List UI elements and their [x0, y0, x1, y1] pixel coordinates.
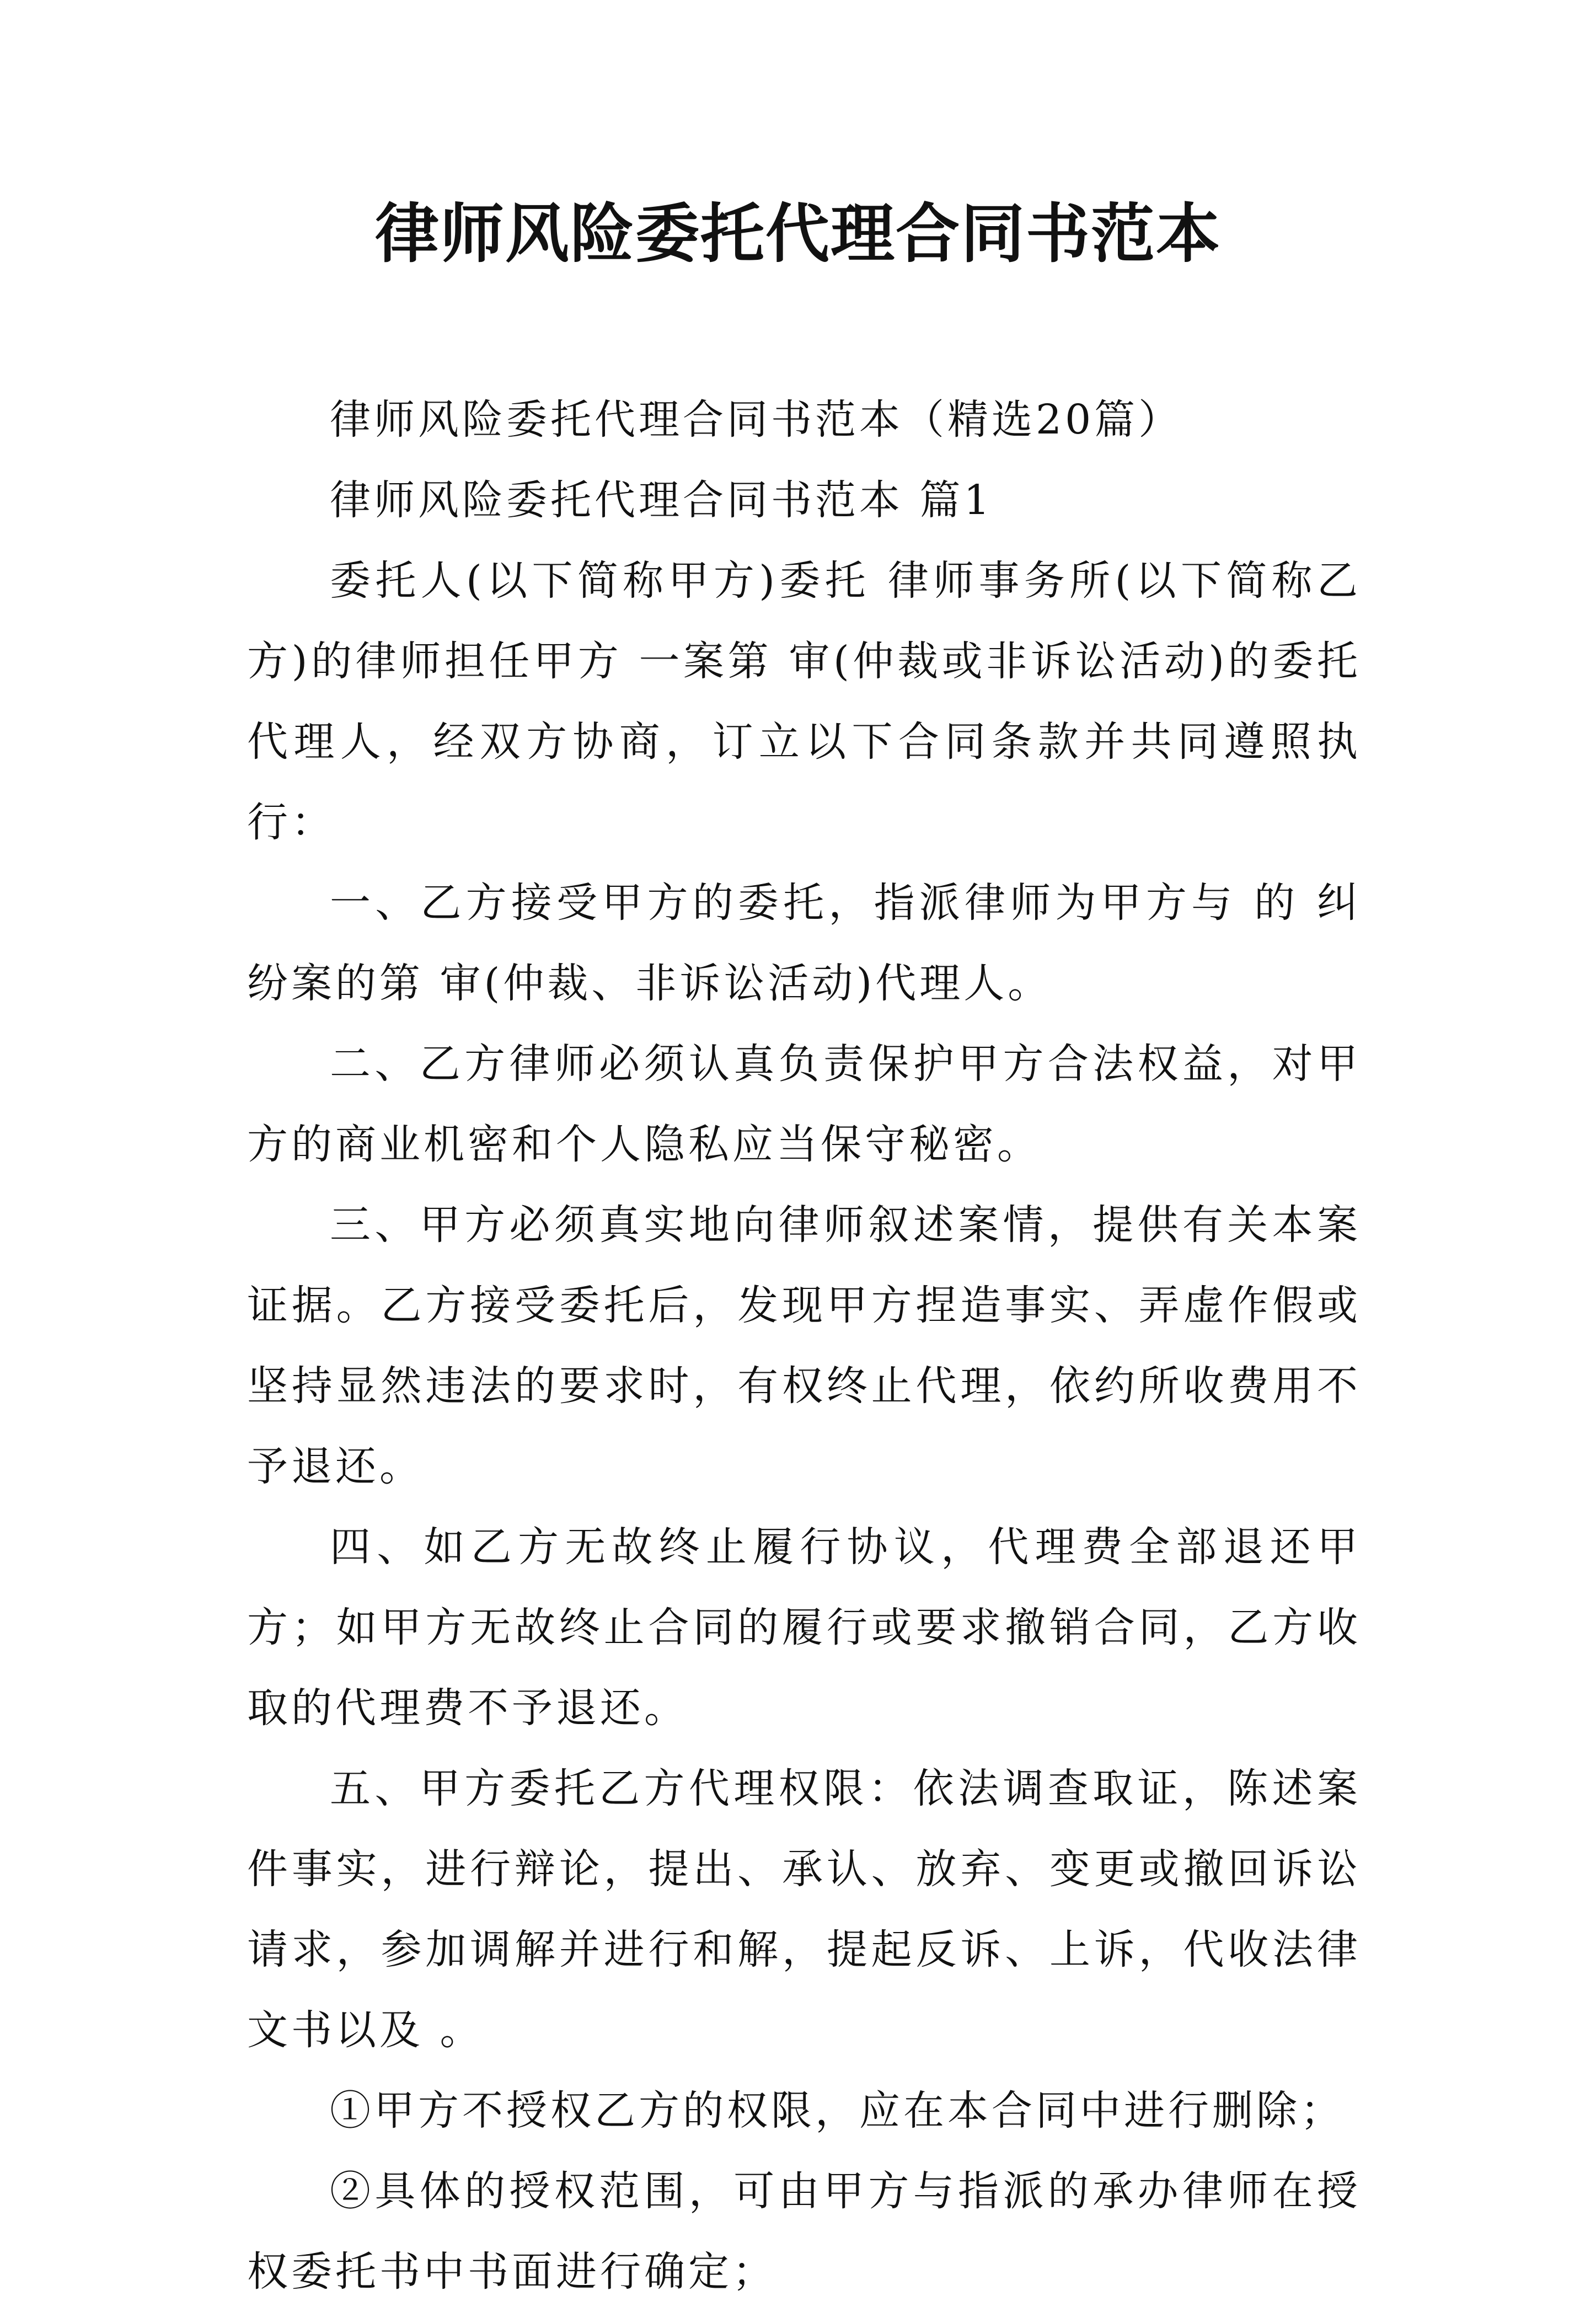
document-body [247, 379, 1361, 2312]
paragraph-clause-2: 二、乙方律师必须认真负责保护甲方合法权益，对甲方的商业机密和个人隐私应当保守秘密。 [247, 1040, 1361, 1168]
paragraph-note-2: ②具体的授权范围，可由甲方与指派的承办律师在授权委托书中书面进行确定； [247, 2168, 1361, 2295]
paragraph-note-1: ①甲方不授权乙方的权限，应在本合同中进行删除； [330, 2087, 1345, 2134]
paragraph-clause-3: 三、甲方必须真实地向律师叙述案情，提供有关本案证据。乙方接受委托后，发现甲方捏造事实、弄虚作假或坚持显然违法的要求时，有权终止代理，依约所收费用不予退还。 [247, 1201, 1361, 1490]
document-subtitle: 律师风险委托代理合同书范本（精选20篇） [330, 396, 1183, 443]
paragraph-clause-4: 四、如乙方无故终止履行协议，代理费全部退还甲方；如甲方无故终止合同的履行或要求撤销合同，乙方收取的代理费不予退还。 [247, 1523, 1361, 1732]
paragraph-clause-5: 五、甲方委托乙方代理权限：依法调查取证，陈述案件事实，进行辩论，提出、承认、放弃、变更或撤回诉讼请求，参加调解并进行和解，提起反诉、上诉，代收法律文书以及 。 [247, 1765, 1361, 2054]
paragraph-intro: 委托人(以下简称甲方)委托 律师事务所(以下简称乙方)的律师担任甲方 一案第 审(仲裁或非诉讼活动)的委托代理人，经双方协商，订立以下合同条款并共同遵照执行： [247, 557, 1361, 846]
document-title: 律师风险委托代理合同书范本 [375, 197, 1221, 271]
paragraph-clause-1: 一、乙方接受甲方的委托，指派律师为甲方与 的 纠纷案的第 审(仲裁、非诉讼活动)代理人。 [247, 879, 1361, 1007]
section-heading: 律师风险委托代理合同书范本 篇1 [330, 477, 993, 524]
